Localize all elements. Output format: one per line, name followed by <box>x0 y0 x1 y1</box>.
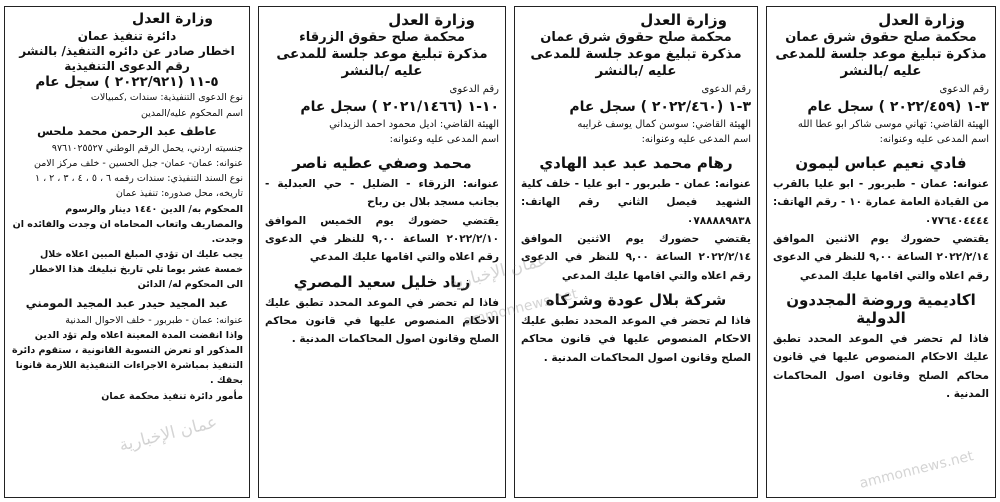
ministry-header: وزارة العدل <box>640 11 727 29</box>
court-name: محكمة صلح حقوق شرق عمان <box>540 29 732 45</box>
notice-column <box>258 6 506 498</box>
defendant-address: عنوانه: الزرقاء - الضليل - حي العبدلية - بجانب مسجد بلال بن رباح <box>265 177 499 209</box>
notice-recipient: عليه /بالنشر <box>595 62 677 79</box>
notice-title: مذكرة تبليغ موعد جلسة للمدعى <box>775 46 987 62</box>
notice-column <box>514 6 758 498</box>
hearing-text: يقتضي حضورك يوم الخميس الموافق ٢٠٢٢/٢/١٠ الساعة ٩,٠٠ للنظر في الدعوى رقم اعلاه والتي اقامها عليك المدعي <box>265 214 499 264</box>
case-label: رقم الدعوى <box>449 83 499 95</box>
defendant-address: عنوانه: عمان - طبربور - ابو عليا بالقرب من القيادة العامة عمارة ١٠ - رقم الهاتف: ٠٧٧٦٤٠٤٤٤٤ <box>773 177 989 227</box>
warning-text: فاذا لم تحضر في الموعد المحدد تطبق عليك الاحكام المنصوص عليها في قانون محاكم الصلح وقانون اصول المحاكمات المدنية . <box>773 333 989 401</box>
judgment-amount: المحكوم به/ الدين ١٤٤٠ دينار والرسوم والمصاريف واتعاب المحاماه ان وجدت والفائده ان وجدت. <box>12 203 243 245</box>
execution-dept: دائرة تنفيذ عمان <box>77 28 177 43</box>
warning-text: فاذا لم تحضر في الموعد المحدد تطبق عليك الاحكام المنصوص عليها في قانون محاكم الصلح وقانون اصول المحاكمات المدنية . <box>521 315 751 364</box>
defendant-name: فادي نعيم عباس ليمون <box>795 153 967 172</box>
defendant-name: رهام محمد عبد عبد الهادي <box>539 153 733 172</box>
case-number: ٣-١ (٢٠٢٢/٤٥٩ ) سجل عام <box>807 98 989 115</box>
judge-line: الهيئة القاضي: اديل محمود احمد الزيداني <box>329 118 499 130</box>
defendant-address: عنوانه: عمان - طبربور - ابو عليا - خلف كلية الشهيد فيصل الثاني رقم الهاتف: ٠٧٨٨٨٨٩٨٣٨ <box>521 177 751 227</box>
creditor-name: عبد المجيد حيدر عبد المجيد المومني <box>25 295 229 310</box>
watermark: عمان الإخبارية <box>447 250 550 294</box>
execution-type: نوع الدعوى التنفيذية: سندات ,كمبيالات <box>90 92 243 104</box>
notice-recipient: عليه /بالنشر <box>840 62 922 79</box>
defendant-name: محمد وصفي عطيه ناصر <box>292 153 472 172</box>
watermark: ammonnews.net <box>461 286 580 330</box>
judge-line: الهيئة القاضي: تهاني موسى شاكر ابو عطا الله <box>797 118 989 130</box>
case-label: رقم الدعوى <box>939 83 989 95</box>
execution-documents: نوع السند التنفيذي: سندات رقمه ٦ ، ٥ ، ٤ ، ٣ ، ٢ ، ١ تاريخه، محل صدوره: تنفيذ عمان <box>34 173 243 200</box>
plaintiff-name: اكاديمية وروضة المجددون الدولية <box>786 291 976 327</box>
closing-text: واذا انقضت المدة المعينة اعلاه ولم تؤد الدين المذكور او تعرض التسوية القانونية ، ستقوم دائرة التنفيذ بمباشرة الاجراءات التنفيذية اللازمة قانونا بحقك . <box>12 329 243 387</box>
case-number: ٣-١ (٢٠٢٢/٤٦٠ ) سجل عام <box>569 98 751 115</box>
case-label: رقم الدعوى <box>701 83 751 95</box>
notice-title: مذكرة تبليغ موعد جلسة للمدعى <box>276 46 488 62</box>
signature-footer: مأمور دائرة تنفيذ محكمة عمان <box>101 390 243 402</box>
ministry-header: وزارة العدل <box>132 11 213 27</box>
creditor-address: عنوانه: عمان - طبربور - خلف الاحوال المدنية <box>65 314 243 326</box>
court-name: محكمة صلح حقوق شرق عمان <box>785 29 977 45</box>
judge-line: الهيئة القاضي: سوسن كمال يوسف غرايبه <box>577 118 751 130</box>
court-name: محكمة صلح حقوق الزرقاء <box>299 29 465 45</box>
payment-demand: يجب عليك ان تؤدي المبلغ المبين اعلاه خلال خمسة عشر يوما تلي تاريخ تبليغك هذا الاخطار الى المحكوم له/ الدائن <box>29 249 243 291</box>
plaintiff-name: زياد خليل سعيد المصري <box>293 272 471 291</box>
execution-case-number: ٥-١١ (٢٠٢٢/٩٢١ ) سجل عام <box>35 73 219 90</box>
hearing-text: يقتضي حضورك يوم الاثنين الموافق ٢٠٢٢/٢/١٤ الساعة ٩,٠٠ للنظر في الدعوى رقم اعلاه والتي اقامها عليك المدعي <box>521 232 751 282</box>
notice-column <box>766 6 996 498</box>
debtor-label: اسم المحكوم عليه/المدين <box>140 107 243 119</box>
execution-case-label: رقم الدعوى التنفيذية <box>64 58 190 73</box>
warning-text: فاذا لم تحضر في الموعد المحدد تطبق عليك الاحكام المنصوص عليها في قانون محاكم الصلح وقانون اصول المحاكمات المدنية . <box>265 296 499 346</box>
notice-recipient: عليه /بالنشر <box>341 62 423 79</box>
defendant-label: اسم المدعى عليه وعنوانه: <box>389 134 499 146</box>
notice-title: مذكرة تبليغ موعد جلسة للمدعى <box>530 46 742 62</box>
debtor-address: عنوانه: عمان- عمان- جبل الحسين - خلف مركز الامن <box>33 157 243 169</box>
ministry-header: وزارة العدل <box>878 11 965 29</box>
plaintiff-name: شركة بلال عودة وشركاه <box>545 291 727 309</box>
case-number: ١٠-١ (٢٠٢١/١٤٦٦ ) سجل عام <box>300 98 499 115</box>
watermark: عمان الإخبارية <box>117 412 220 456</box>
debtor-name: عاطف عبد الرحمن محمد ملحس <box>37 123 217 138</box>
watermark: ammonnews.net <box>857 448 976 492</box>
ministry-header: وزارة العدل <box>388 11 475 29</box>
defendant-label: اسم المدعى عليه وعنوانه: <box>879 134 989 146</box>
execution-title: اخطار صادر عن دائره التنفيذ/ بالنشر <box>19 43 235 58</box>
debtor-nationality: جنسيته اردني، يحمل الرقم الوطني ٩٧٦١٠٢٥٥٢٧ <box>51 142 243 154</box>
defendant-label: اسم المدعى عليه وعنوانه: <box>641 134 751 146</box>
hearing-text: يقتضي حضورك يوم الاثنين الموافق ٢٠٢٢/٢/١٤ الساعة ٩,٠٠ للنظر في الدعوى رقم اعلاه والتي اقامها عليك المدعي <box>773 232 989 282</box>
execution-notice-column <box>4 6 250 498</box>
